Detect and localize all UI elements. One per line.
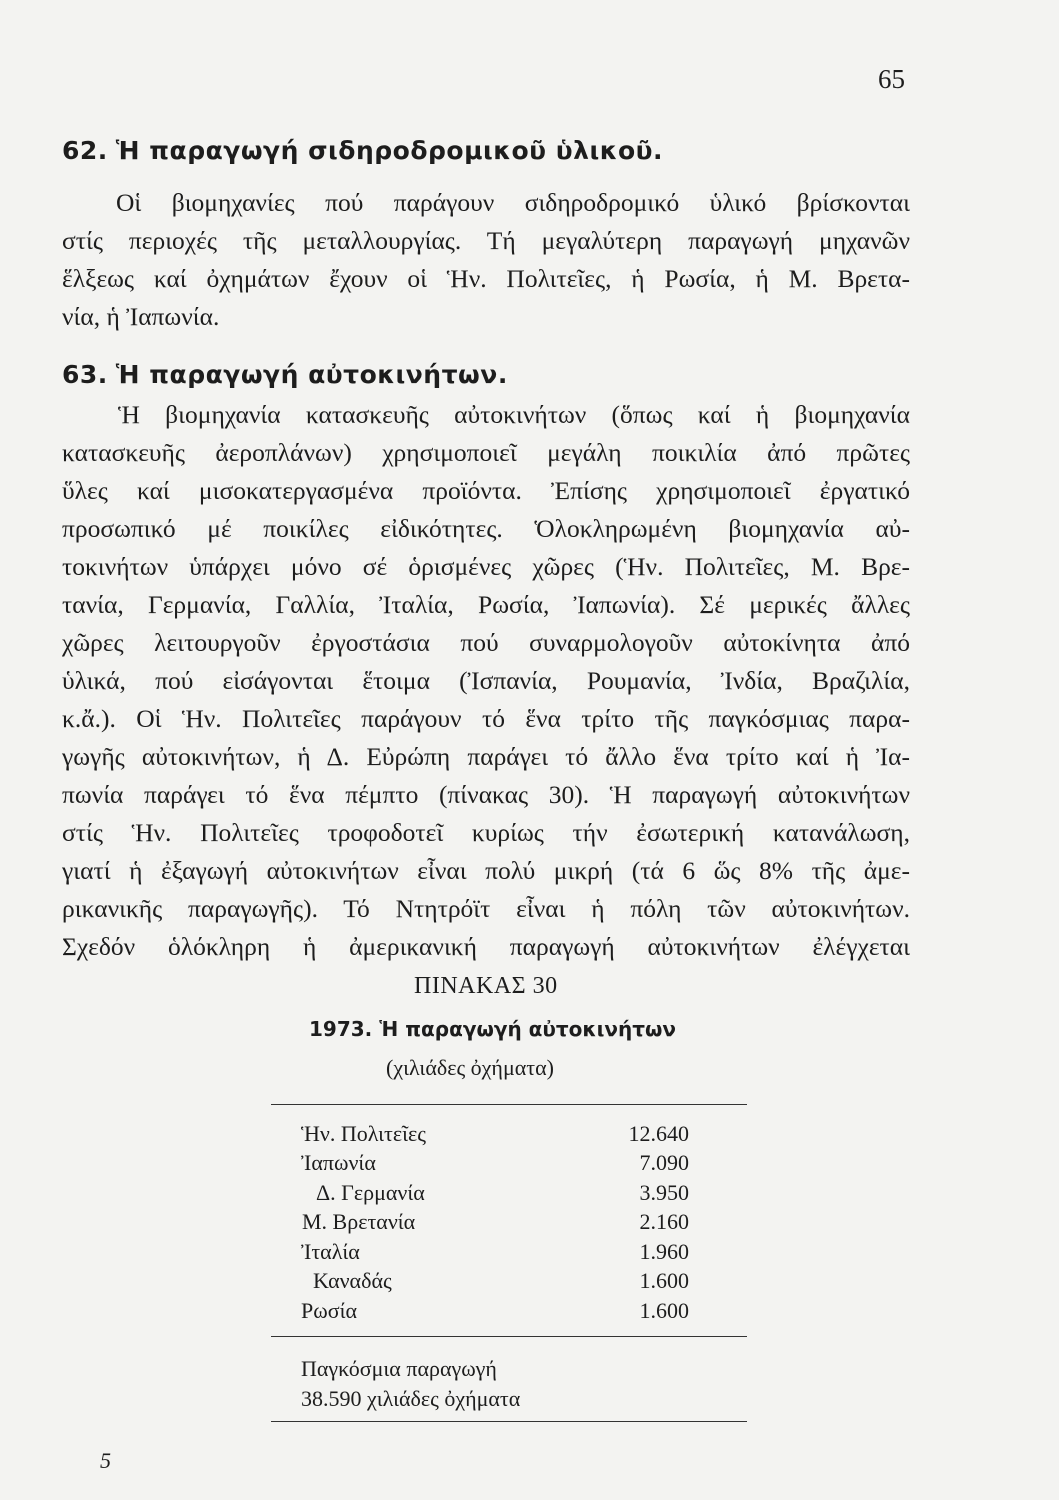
section-63-line: Σχεδόν ὁλόκληρη ἡ ἀμερικανική παραγωγή αὐτοκινήτων ἐλέγχεται xyxy=(62,932,910,961)
table-rule-top xyxy=(271,1104,747,1105)
section-62-number: 62. xyxy=(62,136,108,165)
signature-mark: 5 xyxy=(100,1448,111,1473)
table-row-country: Ρωσία xyxy=(301,1298,358,1323)
section-63-line: ὑλικά, πού εἰσάγονται ἕτοιμα (Ἰσπανία, Ρουμανία, Ἰνδία, Βραζιλία, xyxy=(62,666,910,695)
section-63-line: χῶρες λειτουργοῦν ἐργοστάσια πού συναρμολογοῦν αὐτοκίνητα ἀπό xyxy=(62,628,910,657)
table-row-value: 2.160 xyxy=(639,1209,689,1234)
table-total-label: Παγκόσμια παραγωγή xyxy=(301,1356,497,1381)
table-row-value: 3.950 xyxy=(639,1180,689,1205)
section-63-title: Ἡ παραγωγή αὐτοκινήτων. xyxy=(115,360,508,389)
section-63-line: τανία, Γερμανία, Γαλλία, Ἰταλία, Ρωσία, Ἰαπωνία). Σέ μερικές ἄλλες xyxy=(62,590,910,619)
section-63-heading xyxy=(62,360,508,389)
page-number: 65 xyxy=(878,64,905,94)
section-62-heading xyxy=(62,136,663,165)
section-63-line: προσωπικό μέ ποικίλες εἰδικότητες. Ὁλοκληρωμένη βιομηχανία αὐ- xyxy=(62,514,910,543)
table-total-value: 38.590 χιλιάδες ὀχήματα xyxy=(301,1386,521,1411)
table-title: ΠΙΝΑΚΑΣ 30 xyxy=(414,973,558,999)
section-62-title: Ἡ παραγωγή σιδηροδρομικοῦ ὑλικοῦ. xyxy=(115,136,664,165)
table-rule-middle xyxy=(271,1336,747,1337)
section-63-line: ὕλες καί μισοκατεργασμένα προϊόντα. Ἐπίσης χρησιμοποιεῖ ἐργατικό xyxy=(62,476,910,505)
table-row-country: Ἡν. Πολιτεῖες xyxy=(301,1121,427,1146)
table-unit: (χιλιάδες ὀχήματα) xyxy=(386,1055,554,1080)
section-63-line: κατασκευῆς ἀεροπλάνων) χρησιμοποιεῖ μεγάλη ποικιλία ἀπό πρῶτες xyxy=(62,438,910,467)
table-row-country: Δ. Γερμανία xyxy=(316,1180,425,1205)
table-subtitle xyxy=(309,1017,676,1041)
section-63-line: ρικανικῆς παραγωγῆς). Τό Ντητρόϊτ εἶναι ἡ πόλη τῶν αὐτοκινήτων. xyxy=(62,894,910,923)
section-63-line: τοκινήτων ὑπάρχει μόνο σέ ὁρισμένες χῶρες (Ἡν. Πολιτεῖες, Μ. Βρε- xyxy=(62,552,910,581)
section-63-line: πωνία παράγει τό ἕνα πέμπτο (πίνακας 30). Ἡ παραγωγή αὐτοκινήτων xyxy=(62,780,910,809)
section-63-line: Ἡ βιομηχανία κατασκευῆς αὐτοκινήτων (ὅπως καί ἡ βιομηχανία xyxy=(118,400,910,429)
section-62-line: Οἱ βιομηχανίες πού παράγουν σιδηροδρομικό ὑλικό βρίσκονται xyxy=(116,188,910,217)
table-row-value: 7.090 xyxy=(639,1150,689,1175)
table-row-country: Καναδάς xyxy=(313,1268,392,1293)
section-62-line: στίς περιοχές τῆς μεταλλουργίας. Τή μεγαλύτερη παραγωγή μηχανῶν xyxy=(62,226,910,255)
table-row-value: 12.640 xyxy=(628,1121,689,1146)
section-63-line: γιατί ἡ ἐξαγωγή αὐτοκινήτων εἶναι πολύ μικρή (τά 6 ὥς 8% τῆς ἀμε- xyxy=(62,856,910,885)
table-rule-bottom xyxy=(271,1421,747,1422)
section-63-line: γωγῆς αὐτοκινήτων, ἡ Δ. Εὐρώπη παράγει τό ἄλλο ἕνα τρίτο καί ἡ Ἰα- xyxy=(62,742,910,771)
table-row-value: 1.600 xyxy=(639,1268,689,1293)
section-63-line: κ.ἄ.). Οἱ Ἡν. Πολιτεῖες παράγουν τό ἕνα τρίτο τῆς παγκόσμιας παρα- xyxy=(62,704,910,733)
table-row-country: Ἰαπωνία xyxy=(301,1150,376,1175)
section-63-line: στίς Ἡν. Πολιτεῖες τροφοδοτεῖ κυρίως τήν ἐσωτερική κατανάλωση, xyxy=(62,818,910,847)
section-62-line: ἕλξεως καί ὀχημάτων ἔχουν οἱ Ἡν. Πολιτεῖες, ἡ Ρωσία, ἡ Μ. Βρετα- xyxy=(62,264,910,293)
table-row-country: Μ. Βρετανία xyxy=(302,1209,416,1234)
table-row-country: Ἰταλία xyxy=(301,1239,360,1264)
section-62-line: νία, ἡ Ἰαπωνία. xyxy=(62,302,220,331)
table-row-value: 1.600 xyxy=(639,1298,689,1323)
table-subtitle-text: Ἡ παραγωγή αὐτοκινήτων xyxy=(379,1017,677,1041)
section-63-number: 63. xyxy=(62,360,108,389)
table-row-value: 1.960 xyxy=(639,1239,689,1264)
table-year: 1973. xyxy=(309,1017,373,1041)
